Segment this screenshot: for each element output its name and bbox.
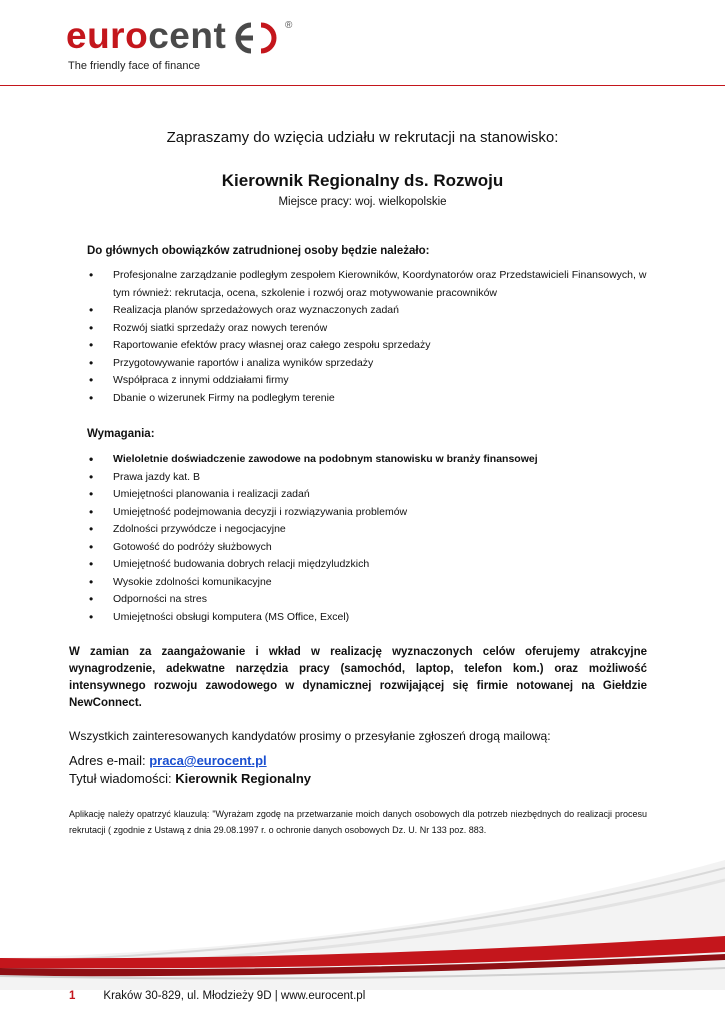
gdpr-clause: Aplikację należy opatrzyć klauzulą: "Wyrażam zgodę na przetwarzanie moich danych osobowych dla potrzeb niezbędnych do realizacji procesu rekrutacji ( zgodnie z Ustawą z dnia 29.08.1997 r. o ochronie danych osobowych Dz. U. Nr 133 poz. 883.	[69, 809, 647, 835]
list-item: • Gotowość do podróży służbowych	[87, 539, 647, 557]
invite-text: Wszystkich zainteresowanych kandydatów prosimy o przesyłanie zgłoszeń drogą mailową:	[69, 729, 551, 743]
list-item: • Wysokie zdolności komunikacyjne	[87, 574, 647, 592]
list-item: • Odporności na stres	[87, 591, 647, 609]
duties-heading: Do głównych obowiązków zatrudnionej osoby będzie należało:	[87, 245, 430, 257]
email-label: Adres e-mail:	[69, 753, 150, 768]
duties-list	[87, 267, 647, 407]
list-item: • Profesjonalne zarządzanie podległym zespołem Kierowników, Koordynatorów oraz Przedstawicieli Finansowych, w tym również: rekrutacja, ocena, szkolenie i rozwój oraz motywowanie pracowników	[87, 267, 647, 302]
subject-label: Tytuł wiadomości:	[69, 771, 176, 786]
list-item: • Wieloletnie doświadczenie zawodowe na podobnym stanowisku w branży finansowej	[87, 451, 647, 469]
offer-paragraph: W zamian za zaangażowanie i wkład w realizację wyznaczonych celów oferujemy atrakcyjne wynagrodzenie, adekwatne narzędzia pracy (samochód, laptop, telefon kom.) oraz możliwość intensywnego rozwoju zawodowego w dynamicznej rozwijającej się firmie notowanej na Giełdzie NewConnect.	[69, 646, 647, 709]
position-title: Kierownik Regionalny ds. Rozwoju	[221, 171, 504, 190]
company-logo	[66, 15, 293, 72]
list-item: • Dbanie o wizerunek Firmy na podległym terenie	[87, 390, 647, 408]
list-item: • Prawa jazdy kat. B	[87, 469, 647, 487]
list-item: • Rozwój siatki sprzedaży oraz nowych terenów	[87, 320, 647, 338]
email-line	[69, 753, 267, 768]
requirements-list	[87, 451, 647, 626]
subject-line	[69, 771, 311, 786]
list-item: • Przygotowywanie raportów i analiza wyników sprzedaży	[87, 355, 647, 373]
list-item: • Raportowanie efektów pracy własnej oraz całego zespołu sprzedaży	[87, 337, 647, 355]
registered-mark: ®	[285, 20, 293, 31]
decorative-swoosh	[0, 840, 725, 990]
euro-symbol-icon	[233, 22, 289, 54]
footer-address: Kraków 30-829, ul. Młodzieży 9D | www.eurocent.pl	[103, 990, 366, 1002]
list-item: • Umiejętności planowania i realizacji zadań	[87, 486, 647, 504]
footer	[69, 990, 365, 1002]
list-item: • Umiejętności obsługi komputera (MS Office, Excel)	[87, 609, 647, 627]
list-item: • Zdolności przywódcze i negocjacyjne	[87, 521, 647, 539]
tagline: The friendly face of finance	[68, 60, 201, 72]
work-location: Miejsce pracy: woj. wielkopolskie	[278, 196, 447, 208]
header-divider	[0, 85, 725, 86]
subject-value: Kierownik Regionalny	[175, 771, 312, 786]
page-number: 1	[69, 990, 76, 1002]
requirements-heading: Wymagania:	[87, 428, 155, 440]
list-item: • Umiejętność podejmowania decyzji i rozwiązywania problemów	[87, 504, 647, 522]
list-item: • Realizacja planów sprzedażowych oraz wyznaczonych zadań	[87, 302, 647, 320]
list-item: • Współpraca z innymi oddziałami firmy	[87, 372, 647, 390]
logo-wordmark: eurocent	[66, 15, 227, 56]
intro-text: Zapraszamy do wzięcia udziału w rekrutacji na stanowisko:	[166, 129, 559, 146]
list-item: • Umiejętność budowania dobrych relacji międzyludzkich	[87, 556, 647, 574]
email-link[interactable]: praca@eurocent.pl	[149, 753, 267, 768]
